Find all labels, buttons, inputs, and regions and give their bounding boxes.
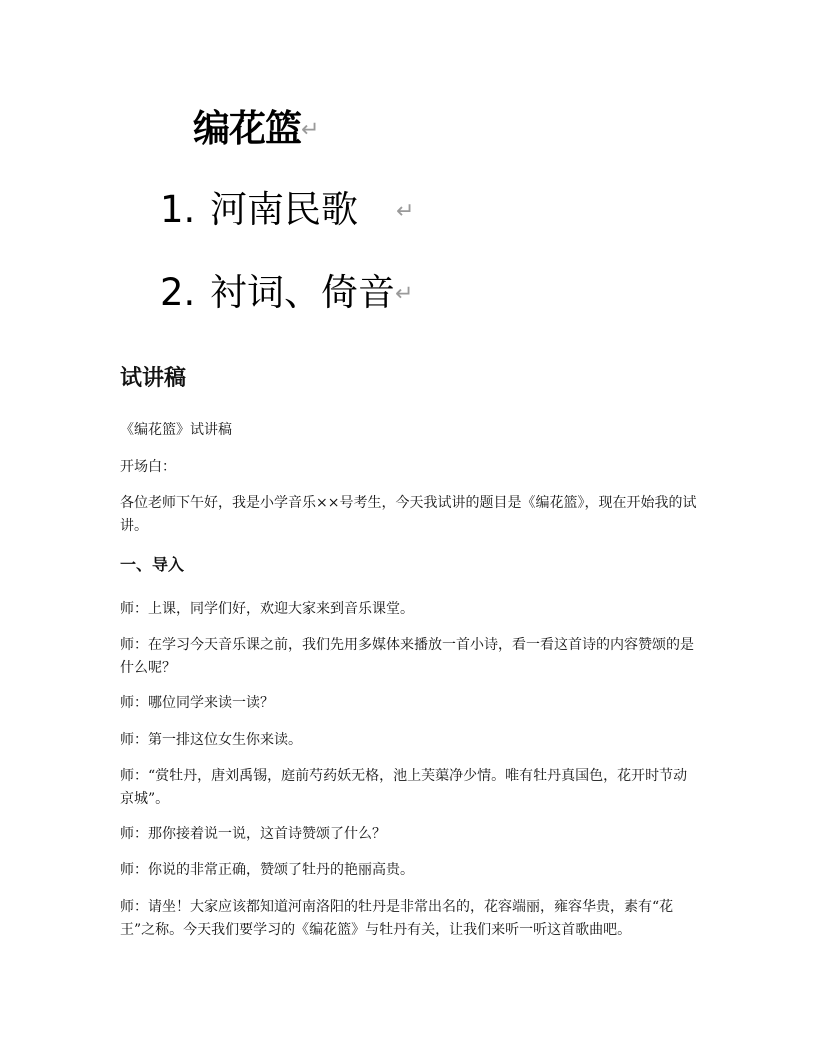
return-mark-icon: ↵: [395, 281, 414, 307]
paragraph-line: 师：第一排这位女生你来读。: [120, 732, 302, 748]
image-title: [193, 104, 318, 156]
opening-paragraph: 各位老师下午好，我是小学音乐××号考生，今天我试讲的题目是《编花篮》，现在开始我的试讲。: [120, 495, 697, 534]
paragraph-line: 师：上课，同学们好，欢迎大家来到音乐课堂。: [120, 601, 414, 617]
paragraph-line: 师：在学习今天音乐课之前，我们先用多媒体来播放一首小诗，看一看这首诗的内容赞颂的是什么呢？: [120, 637, 694, 676]
paragraph-line: 师：你说的非常正确，赞颂了牡丹的艳丽高贵。: [120, 862, 414, 878]
list-item-text: 衬词、倚音: [210, 271, 395, 314]
image-list-item-1: [160, 185, 414, 237]
paragraph-line: 师：哪位同学来读一读？: [120, 695, 274, 711]
section-heading: 一、导入: [120, 555, 185, 574]
paragraph-line: 师：“赏牡丹，唐刘禹锡，庭前芍药妖无格，池上芙蕖净少情。唯有牡丹真国色，花开时节动京城”。: [120, 768, 688, 807]
return-mark-icon: ↵: [396, 198, 415, 224]
list-item-text: 河南民歌: [210, 188, 358, 231]
page-heading: 试讲稿: [120, 366, 187, 391]
image-title-text: 编花篮: [193, 107, 301, 150]
list-number: 2.: [160, 271, 196, 314]
return-mark-icon: ↵: [301, 117, 319, 143]
opening-label: 开场白：: [120, 459, 176, 475]
paragraph-line: 师：那你接着说一说，这首诗赞颂了什么？: [120, 826, 386, 842]
paragraph-line: 师：请坐！大家应该都知道河南洛阳的牡丹是非常出名的，花容端丽，雍容华贵，素有“花王”之称。今天我们要学习的《编花篮》与牡丹有关，让我们来听一听这首歌曲吧。: [120, 899, 674, 938]
image-list-item-2: [160, 268, 413, 320]
document-subtitle: 《编花篮》试讲稿: [120, 422, 232, 438]
list-number: 1.: [160, 188, 196, 231]
